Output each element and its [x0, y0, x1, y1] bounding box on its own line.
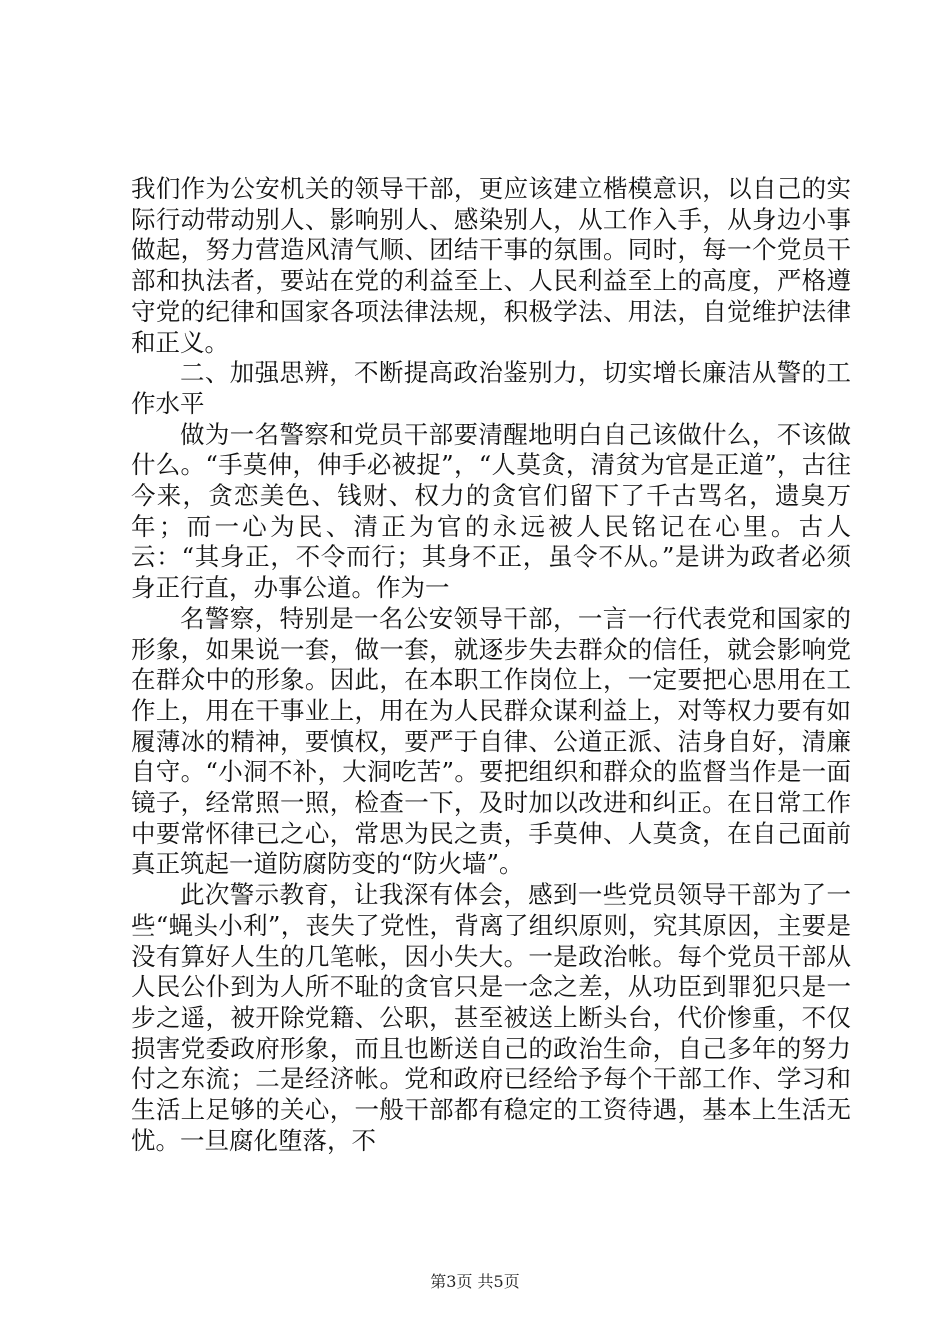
paragraph-2: 做为一名警察和党员干部要清醒地明白自己该做什么，不该做什么。“手莫伸，伸手必被捉”，“人莫贪，清贫为官是正道”，古往今来，贪恋美色、钱财、权力的贪官们留下了千古骂名，遗臭万年；而一心为民、清正为官的永远被人民铭记在心里。古人云：“其身正，不令而行；其身不正，虽令不从。”是讲为政者必须身正行直，办事公道。作为一: [131, 419, 851, 603]
paragraph-1: 我们作为公安机关的领导干部，更应该建立楷模意识，以自己的实际行动带动别人、影响别人、感染别人，从工作入手，从身边小事做起，努力营造风清气顺、团结干事的氛围。同时，每一个党员干部和执法者，要站在党的利益至上、人民利益至上的高度，严格遵守党的纪律和国家各项法律法规，积极学法、用法，自觉维护法律和正义。: [131, 174, 851, 357]
page-footer: 第3页 共5页: [430, 1272, 520, 1291]
section-heading: 二、加强思辨，不断提高政治鉴别力，切实增长廉洁从警的工作水平: [131, 358, 851, 418]
paragraph-3: 名警察，特别是一名公安领导干部，一言一行代表党和国家的形象，如果说一套，做一套，就逐步失去群众的信任，就会影响党在群众中的形象。因此，在本职工作岗位上，一定要把心思用在工作上，用在干事业上，用在为人民群众谋利益上，对等权力要有如履薄冰的精神，要慎权，要严于自律、公道正派、洁身自好，清廉自守。“小洞不补，大洞吃苦”。要把组织和群众的监督当作是一面镜子，经常照一照，检查一下，及时加以改进和纠正。在日常工作中要常怀律已之心，常思为民之责，手莫伸、人莫贪，在自己面前真正筑起一道防腐防变的“防火墙”。: [131, 603, 851, 879]
paragraph-4: 此次警示教育，让我深有体会，感到一些党员领导干部为了一些“蝇头小利”，丧失了党性，背离了组织原则，究其原因，主要是没有算好人生的几笔帐，因小失大。一是政治帐。每个党员干部从人民公仆到为人所不耻的贪官只是一念之差，从功臣到罪犯只是一步之遥，被开除党籍、公职，甚至被送上断头台，代价惨重，不仅损害党委政府形象，而且也断送自己的政治生命，自己多年的努力付之东流；二是经济帐。党和政府已经给予每个干部工作、学习和生活上足够的关心，一般干部都有稳定的工资待遇，基本上生活无忧。一旦腐化堕落，不: [131, 880, 851, 1155]
document-body: [131, 174, 851, 1157]
